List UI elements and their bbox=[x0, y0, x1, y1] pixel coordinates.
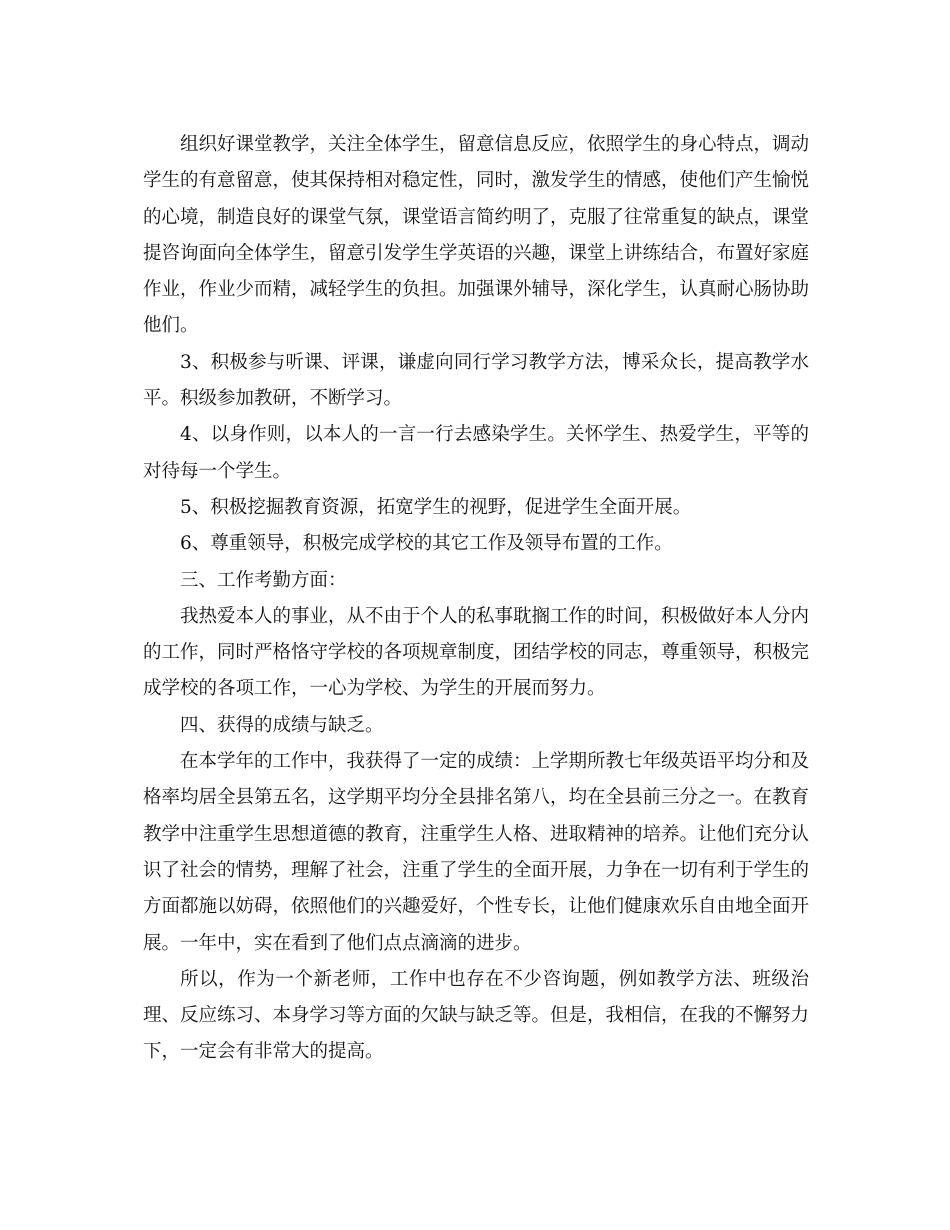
paragraph-item-3: 3、积极参与听课、评课，谦虚向同行学习教学方法，博采众长，提高教学水平。积级参加教研，不断学习。 bbox=[143, 351, 809, 410]
document-body bbox=[143, 127, 809, 1071]
section-heading-achievements: 四、获得的成绩与缺乏。 bbox=[180, 714, 384, 736]
paragraph-classroom-teaching: 组织好课堂教学，关注全体学生，留意信息反应，依照学生的身心特点，调动学生的有意留意，使其保持相对稳定性，同时，激发学生的情感，使他们产生愉悦的心境，制造良好的课堂气氛，课堂语言简约明了，克服了往常重复的缺点，课堂提咨询面向全体学生，留意引发学生学英语的兴趣，课堂上讲练结合，布置好家庭作业，作业少而精，减轻学生的负担。加强课外辅导，深化学生，认真耐心肠协助他们。 bbox=[143, 134, 810, 337]
paragraph-item-4: 4、以身作则，以本人的一言一行去感染学生。关怀学生、热爱学生，平等的对待每一个学生。 bbox=[143, 424, 809, 482]
section-heading-attendance: 三、工作考勤方面： bbox=[180, 569, 347, 591]
paragraph-item-5: 5、积极挖掘教育资源，拓宽学生的视野，促进学生全面开展。 bbox=[180, 496, 692, 518]
paragraph-item-6: 6、尊重领导，积极完成学校的其它工作及领导布置的工作。 bbox=[180, 533, 673, 555]
paragraph-conclusion: 所以，作为一个新老师，工作中也存在不少咨询题，例如教学方法、班级治理、反应练习、本身学习等方面的欠缺与缺乏等。但是，我相信，在我的不懈努力下，一定会有非常大的提高。 bbox=[143, 968, 810, 1063]
paragraph-attendance: 我热爱本人的事业，从不由于个人的私事耽搁工作的时间，积极做好本人分内的工作，同时严格恪守学校的各项规章制度，团结学校的同志，尊重领导，积极完成学校的各项工作，一心为学校、为学生的开展而努力。 bbox=[143, 605, 810, 700]
paragraph-achievements: 在本学年的工作中，我获得了一定的成绩：上学期所教七年级英语平均分和及格率均居全县第五名，这学期平均分全县排名第八，均在全县前三分之一。在教育教学中注重学生思想道德的教育，注重学生人格、进取精神的培养。让他们充分认识了社会的情势，理解了社会，注重了学生的全面开展，力争在一切有利于学生的方面都施以妨碍，依照他们的兴趣爱好，个性专长，让他们健康欢乐自由地全面开展。一年中，实在看到了他们点点滴滴的进步。 bbox=[143, 751, 810, 954]
